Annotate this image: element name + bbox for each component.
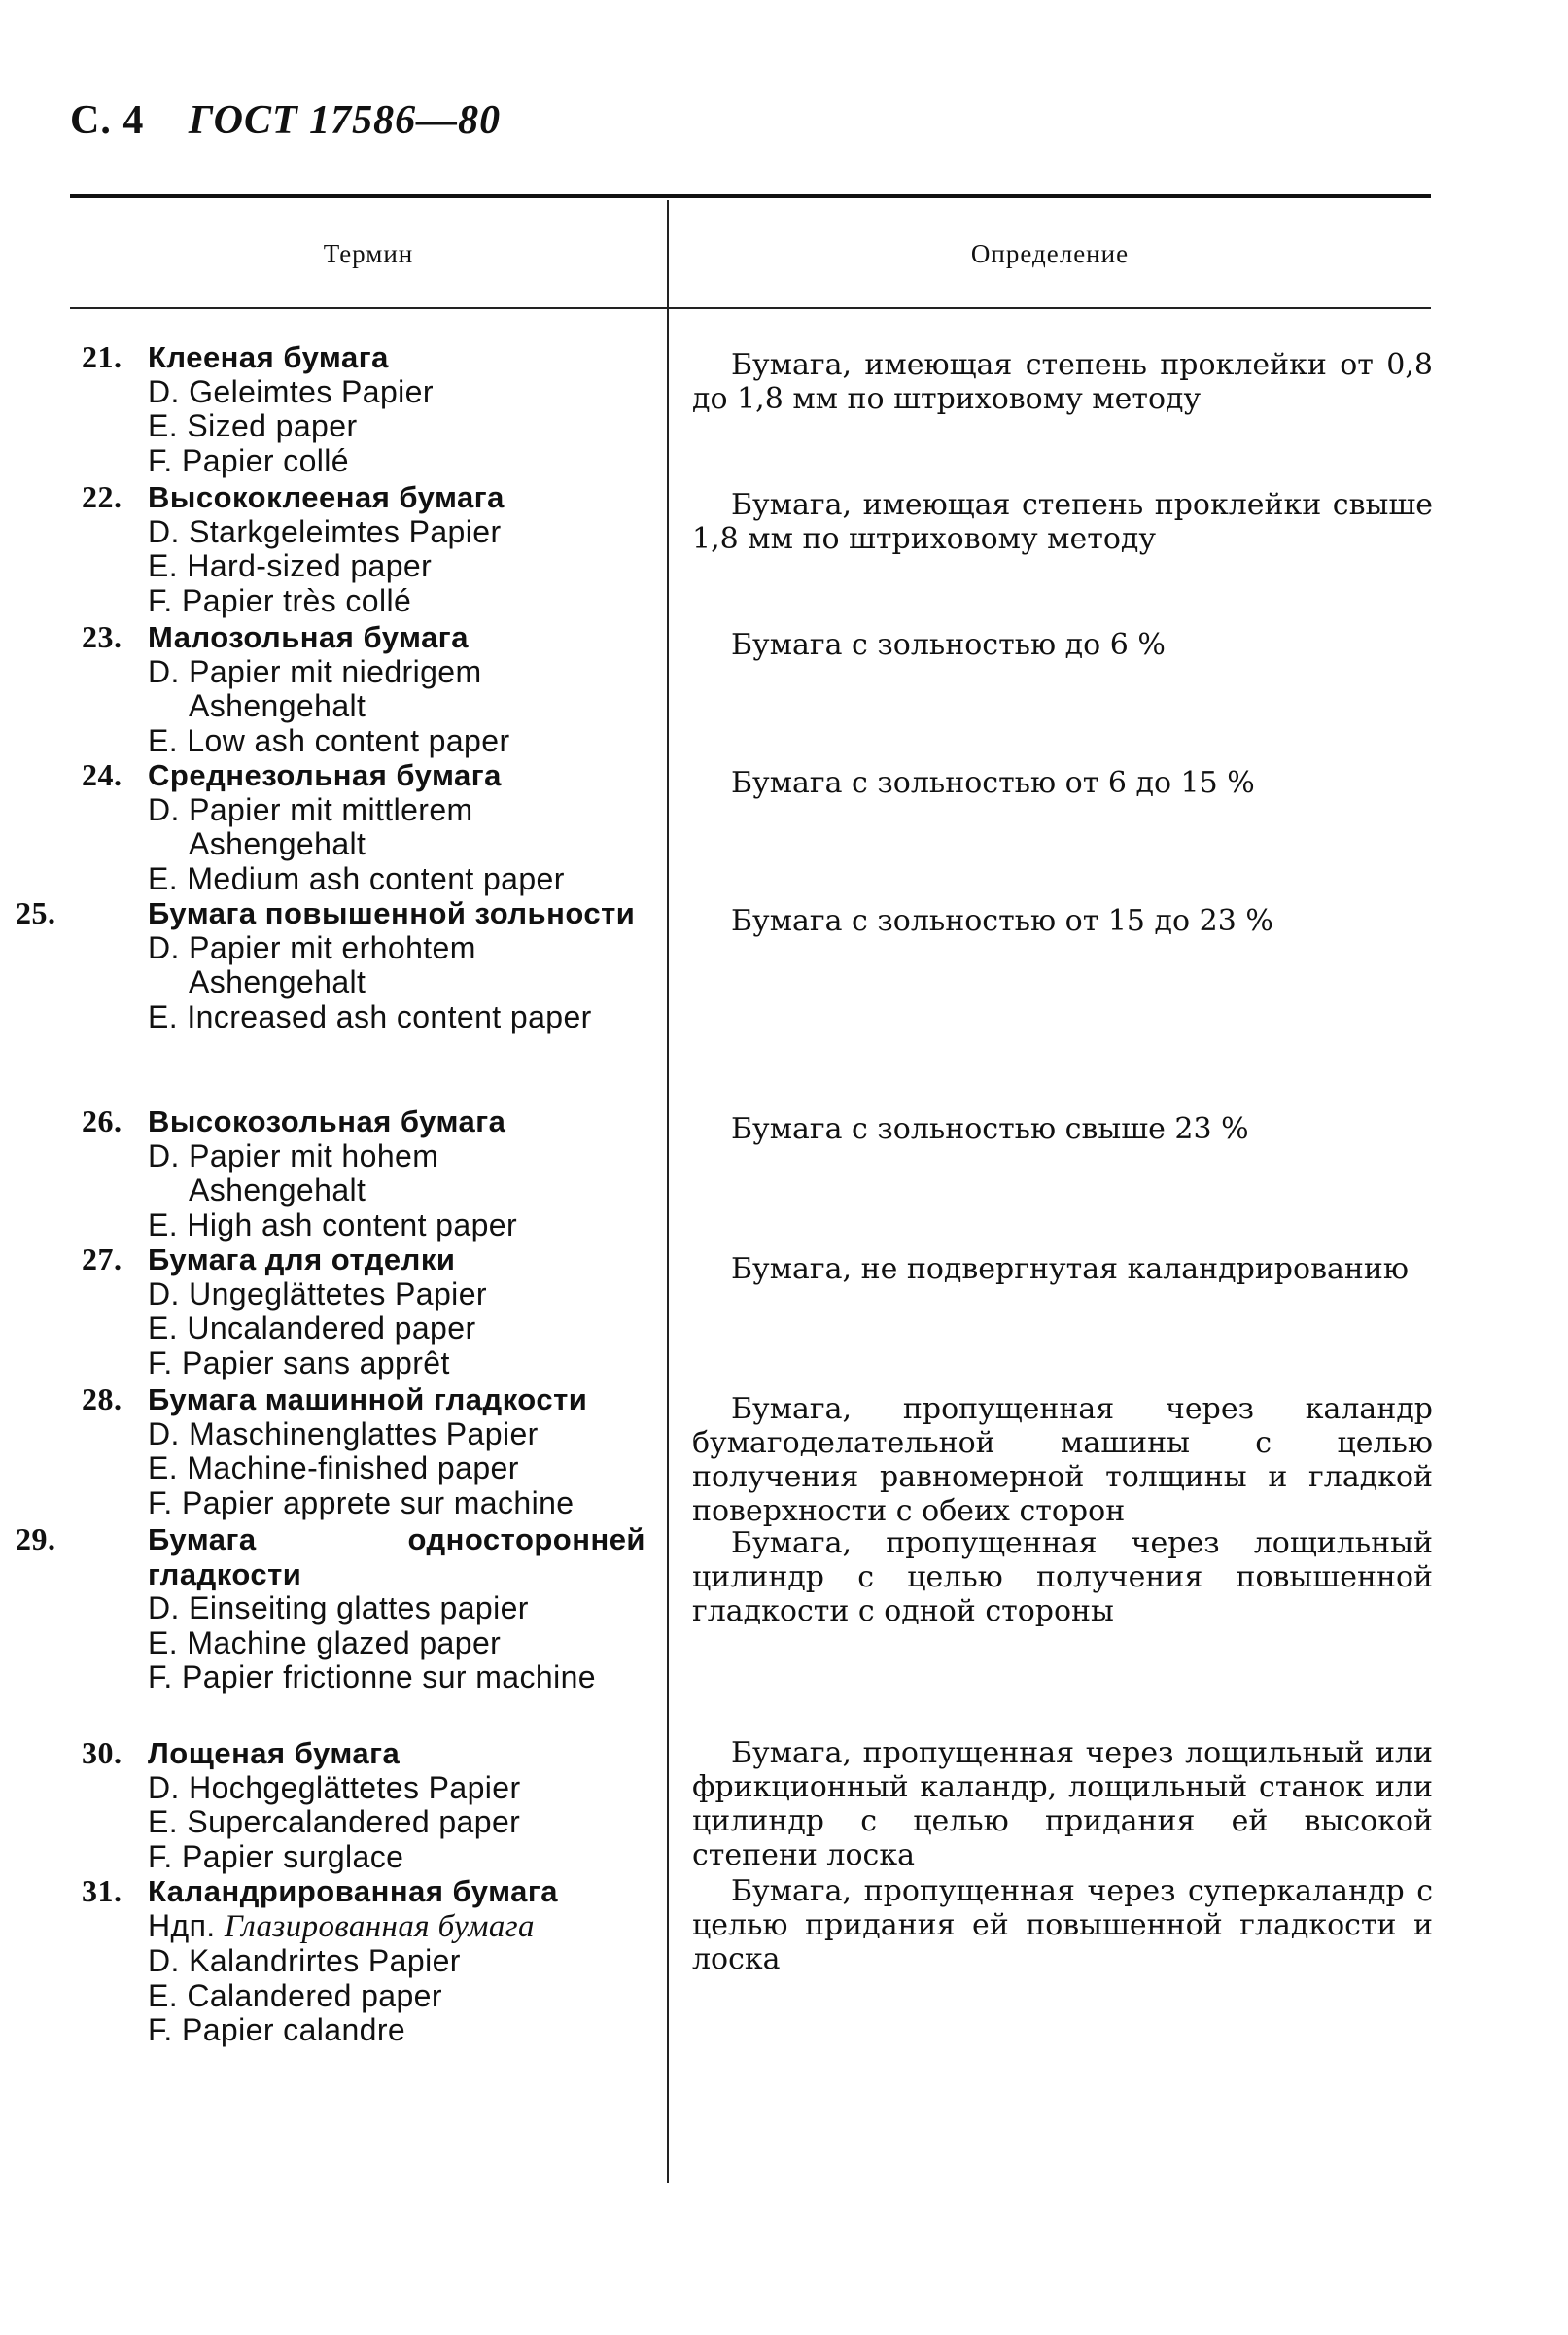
term-title: 22. Высококлееная бумага bbox=[82, 479, 505, 514]
term-title: 30. Лощеная бумага bbox=[82, 1735, 401, 1770]
table-header-rule bbox=[70, 307, 1431, 309]
translation-fr: F. Papier apprete sur machine bbox=[148, 1484, 575, 1520]
term-cell bbox=[16, 895, 645, 1034]
translation-de: D. Maschinenglattes Papier bbox=[148, 1415, 539, 1451]
translation-de: D. Papier mit hohem bbox=[148, 1137, 439, 1173]
document-code: ГОСТ 17586—80 bbox=[188, 98, 502, 143]
term-title: 25. Бумага повышенной зольности bbox=[16, 895, 636, 930]
term-title: 29. Бумага односторонней гладкости bbox=[16, 1521, 645, 1591]
page-number: С. 4 bbox=[70, 98, 145, 143]
translation-fr: F. Papier frictionne sur machine bbox=[148, 1659, 597, 1694]
definition-text: Бумага, пропущенная через каландр бумагоделательной машины с целью получения равномерной толщины и гладкой поверхности с обеих сторон bbox=[692, 1392, 1433, 1528]
definition-cell bbox=[692, 1874, 1433, 1976]
translation-de-continued: Ashengehalt bbox=[189, 964, 366, 999]
term-title: 28. Бумага машинной гладкости bbox=[82, 1381, 588, 1416]
translation-de-continued: Ashengehalt bbox=[189, 826, 366, 861]
column-divider bbox=[667, 200, 669, 2183]
translation-de: D. Einseiting glattes papier bbox=[148, 1590, 529, 1625]
translation-fr: F. Papier très collé bbox=[148, 582, 412, 618]
definition-text: Бумага, имеющая степень проклейки свыше 1,8 мм по штриховому методу bbox=[692, 488, 1433, 556]
definition-cell bbox=[692, 488, 1433, 556]
definition-text: Бумага с зольностью свыше 23 % bbox=[731, 1112, 1249, 1146]
term-cell bbox=[82, 1382, 645, 1520]
alt-term: Ндп. Глазированная бумага bbox=[148, 1907, 535, 1944]
definition-cell bbox=[692, 766, 1433, 800]
definition-text: Бумага, пропущенная через лощильный цилиндр с целью получения повышенной гладкости с одной стороны bbox=[692, 1526, 1433, 1628]
definition-text: Бумага, имеющая степень проклейки от 0,8 до 1,8 мм по штриховому методу bbox=[692, 348, 1433, 416]
definition-text: Бумага с зольностью от 6 до 15 % bbox=[731, 766, 1255, 800]
translation-de-continued: Ashengehalt bbox=[189, 1172, 366, 1207]
translation-fr: F. Papier collé bbox=[148, 442, 349, 478]
term-title: 21. Клееная бумага bbox=[82, 339, 389, 374]
translation-de: D. Starkgeleimtes Papier bbox=[148, 513, 502, 549]
term-title: 24. Среднезольная бумага bbox=[82, 757, 502, 792]
term-title: 23. Малозольная бумага bbox=[82, 619, 469, 654]
translation-en: E. Supercalandered paper bbox=[148, 1804, 521, 1839]
translation-de: D. Hochgeglättetes Papier bbox=[148, 1769, 521, 1805]
term-cell bbox=[82, 620, 645, 758]
definition-cell bbox=[692, 904, 1433, 938]
definition-text: Бумага с зольностью до 6 % bbox=[731, 628, 1166, 662]
translation-en: E. Low ash content paper bbox=[148, 722, 510, 758]
translation-en: E. Machine-finished paper bbox=[148, 1450, 519, 1485]
translation-en: E. Machine glazed paper bbox=[148, 1624, 502, 1660]
definition-cell bbox=[692, 1112, 1433, 1146]
definition-cell bbox=[692, 1252, 1433, 1286]
translation-fr: F. Papier sans apprêt bbox=[148, 1344, 450, 1380]
translation-de-continued: Ashengehalt bbox=[189, 688, 366, 723]
definition-cell bbox=[692, 628, 1433, 662]
term-cell bbox=[82, 1242, 645, 1380]
term-cell bbox=[82, 758, 645, 896]
translation-en: E. Calandered paper bbox=[148, 1977, 442, 2013]
term-title: 27. Бумага для отделки bbox=[82, 1241, 456, 1276]
term-cell bbox=[82, 1104, 645, 1242]
translation-de: D. Papier mit erhohtem bbox=[148, 929, 476, 965]
translation-en: E. High ash content paper bbox=[148, 1206, 518, 1242]
term-cell bbox=[82, 1736, 645, 1874]
term-title: 26. Высокозольная бумага bbox=[82, 1103, 506, 1138]
term-cell bbox=[82, 340, 645, 478]
definition-text: Бумага, не подвергнутая каландрированию bbox=[731, 1252, 1409, 1286]
translation-fr: F. Papier calandre bbox=[148, 2012, 406, 2047]
definition-cell bbox=[692, 348, 1433, 416]
translation-en: E. Increased ash content paper bbox=[148, 998, 592, 1034]
translation-de: D. Papier mit mittlerem bbox=[148, 791, 473, 827]
translation-en: E. Medium ash content paper bbox=[148, 860, 565, 896]
definition-text: Бумага, пропущенная через лощильный или фрикционный каландр, лощильный станок или цилиндр с целью придания ей высокой степени лоска bbox=[692, 1736, 1433, 1872]
definition-text: Бумага с зольностью от 15 до 23 % bbox=[731, 904, 1273, 938]
definition-text: Бумага, пропущенная через суперкаландр с целью придания ей повышенной гладкости и лоска bbox=[692, 1874, 1433, 1976]
translation-de: D. Papier mit niedrigem bbox=[148, 653, 482, 689]
term-cell bbox=[82, 1874, 645, 2048]
definition-cell bbox=[692, 1392, 1433, 1528]
table-top-rule bbox=[70, 194, 1431, 198]
definition-cell bbox=[692, 1736, 1433, 1872]
translation-en: E. Uncalandered paper bbox=[148, 1310, 476, 1345]
column-header-term: Термин bbox=[323, 239, 414, 268]
translation-de: D. Kalandrirtes Papier bbox=[148, 1943, 461, 1978]
translation-de: D. Ungeglättetes Papier bbox=[148, 1275, 487, 1311]
page-header bbox=[70, 97, 501, 144]
term-title: 31. Каландрированная бумага bbox=[82, 1873, 559, 1908]
translation-de: D. Geleimtes Papier bbox=[148, 373, 434, 409]
definition-cell bbox=[692, 1526, 1433, 1628]
column-header-definition: Определение bbox=[970, 239, 1130, 268]
translation-fr: F. Papier surglace bbox=[148, 1838, 404, 1874]
term-cell bbox=[82, 480, 645, 618]
term-cell bbox=[16, 1521, 645, 1695]
translation-en: E. Sized paper bbox=[148, 408, 358, 443]
translation-en: E. Hard-sized paper bbox=[148, 548, 433, 583]
